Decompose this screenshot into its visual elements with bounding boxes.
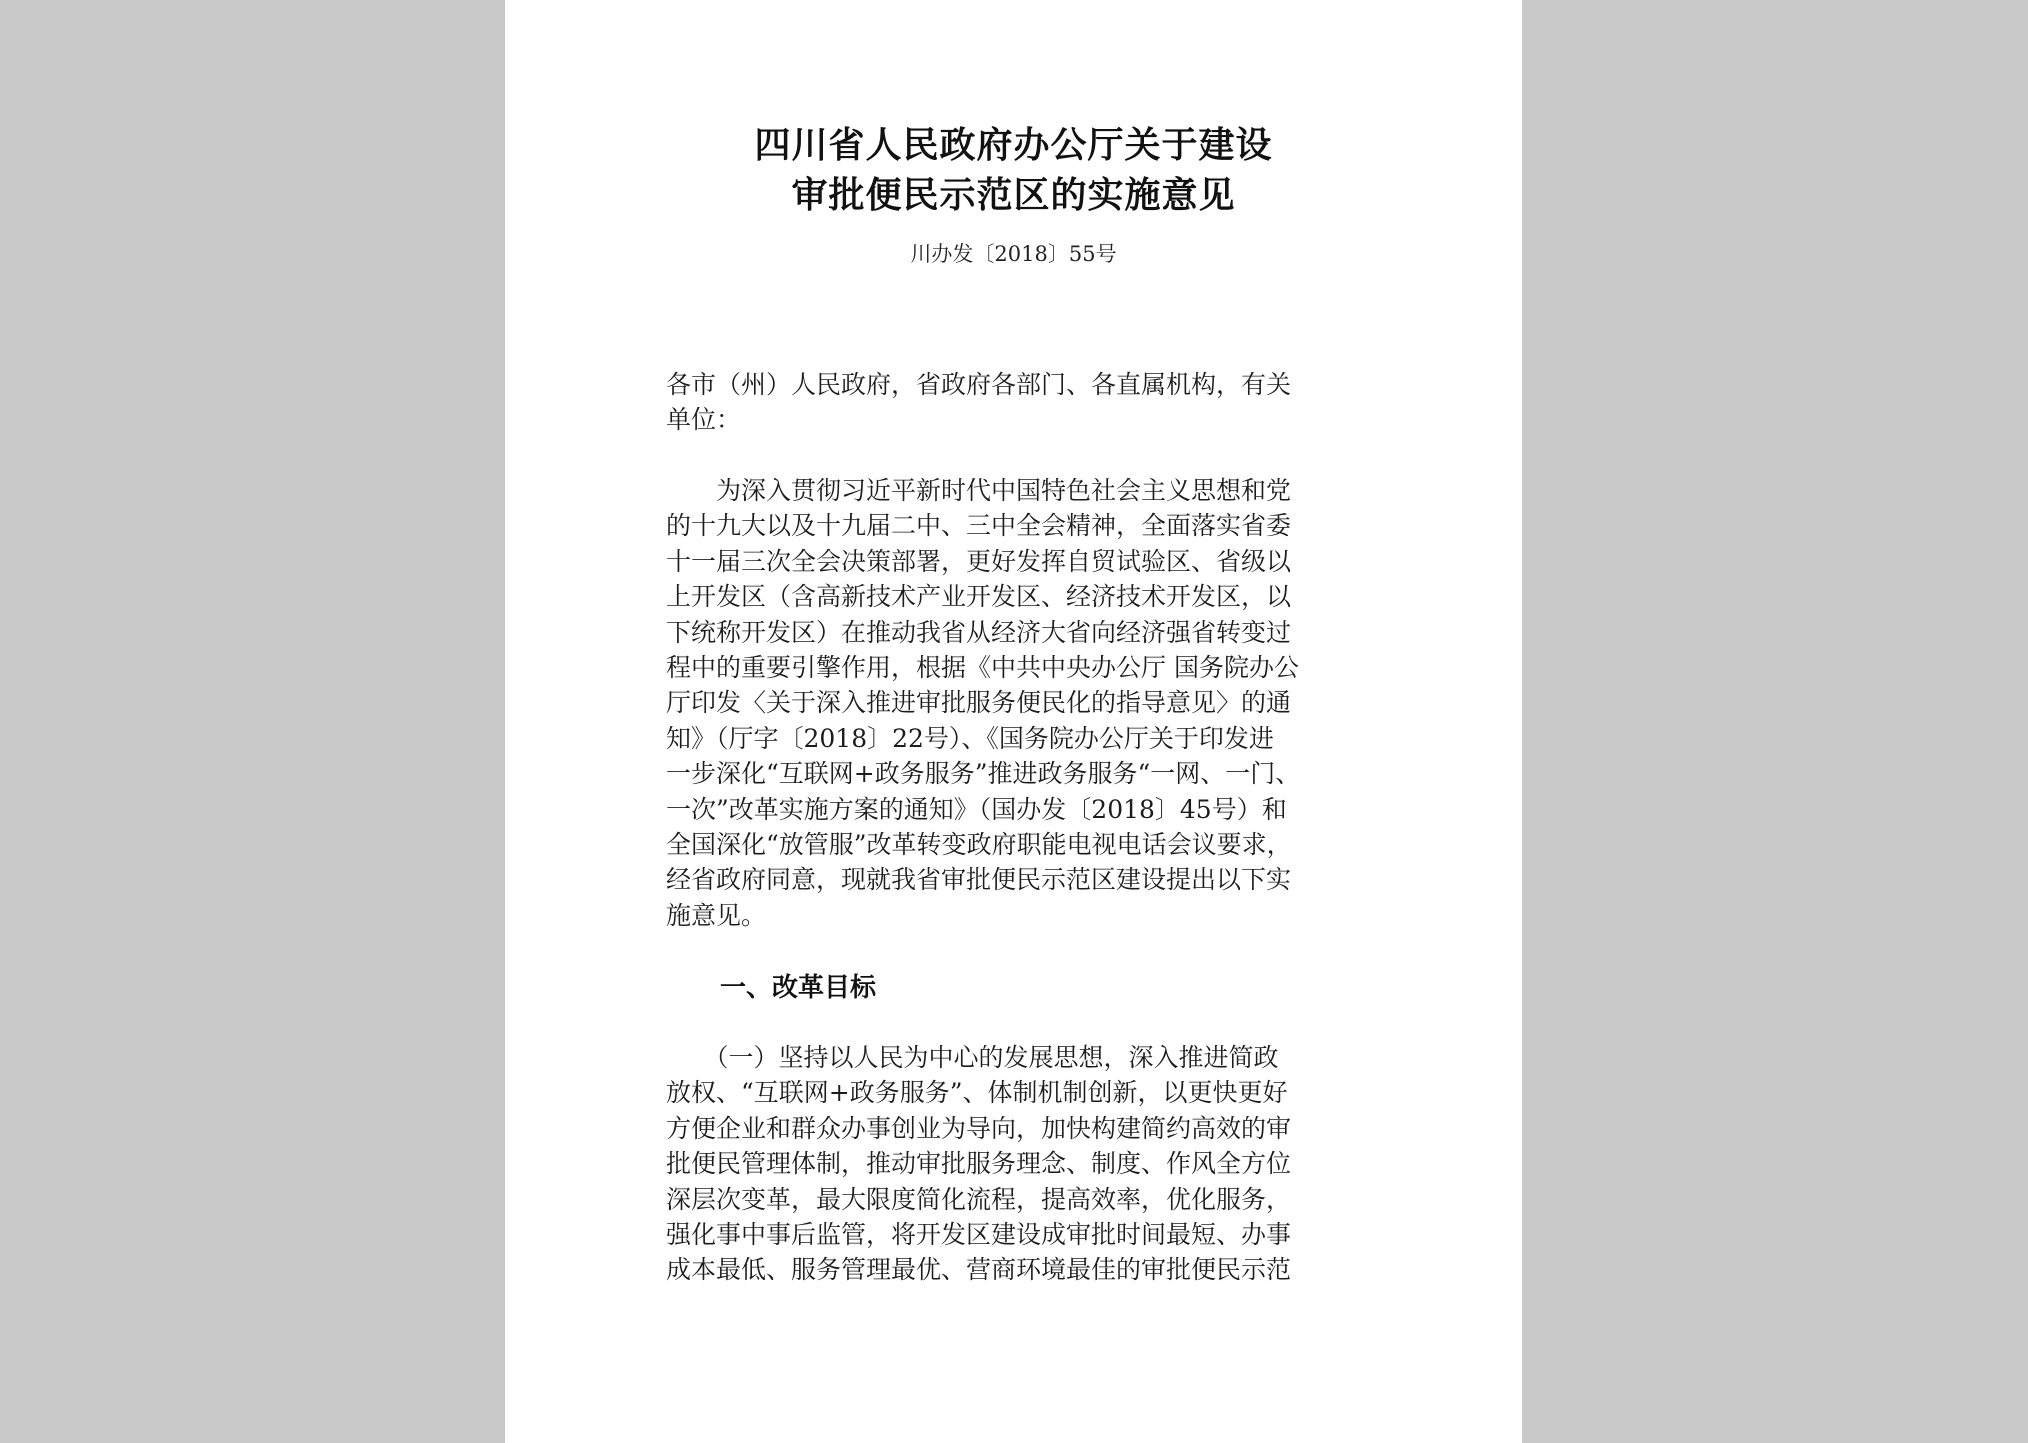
paragraph-line: 一步深化“互联网+政务服务”推进政务服务“一网、一门、 xyxy=(666,759,1301,789)
addressee-line: 各市（州）人民政府，省政府各部门、各直属机构，有关 xyxy=(666,370,1292,399)
paragraph-line: 下统称开发区）在推动我省从经济大省向经济强省转变过 xyxy=(666,617,1292,647)
paragraph-line: 知》（厅字〔2018〕22号）、《国务院办公厅关于印发进 xyxy=(666,723,1274,753)
section1-paragraph xyxy=(666,1040,1366,1288)
paragraph-line: 全国深化“放管服”改革转变政府职能电视电话会议要求， xyxy=(666,829,1292,859)
paragraph-line: 强化事中事后监管，将开发区建设成审批时间最短、办事 xyxy=(666,1219,1292,1249)
paragraph-line: 一次”改革实施方案的通知》（国办发〔2018〕45号）和 xyxy=(666,794,1287,824)
paragraph-line: 批便民管理体制，推动审批服务理念、制度、作风全方位 xyxy=(666,1149,1292,1179)
paragraph-line: 经省政府同意，现就我省审批便民示范区建设提出以下实 xyxy=(666,865,1292,895)
document-page xyxy=(505,0,1522,1443)
paragraph-line: 厅印发〈关于深入推进审批服务便民化的指导意见〉的通 xyxy=(666,688,1292,718)
paragraph-line: 上开发区（含高新技术产业开发区、经济技术开发区，以 xyxy=(666,582,1292,612)
paragraph-line: 成本最低、服务管理最优、营商环境最佳的审批便民示范 xyxy=(666,1255,1292,1285)
intro-paragraph xyxy=(666,473,1366,933)
document-title-line-2: 审批便民示范区的实施意见 xyxy=(791,175,1236,216)
addressee-block xyxy=(666,367,1366,438)
addressee-line: 单位： xyxy=(666,405,742,435)
section-heading: 一、改革目标 xyxy=(720,973,877,1003)
document-number: 川办发〔2018〕55号 xyxy=(910,242,1117,266)
paragraph-line: 深层次变革，最大限度简化流程，提高效率，优化服务， xyxy=(666,1184,1292,1214)
paragraph-line: 方便企业和群众办事创业为导向，加快构建简约高效的审 xyxy=(666,1113,1292,1143)
paragraph-line: 施意见。 xyxy=(666,900,767,930)
paragraph-line: 为深入贯彻习近平新时代中国特色社会主义思想和党 xyxy=(666,476,1292,505)
document-title-line-1: 四川省人民政府办公厅关于建设 xyxy=(754,125,1273,166)
paragraph-line: 放权、“互联网+政务服务”、体制机制创新，以更快更好 xyxy=(666,1078,1288,1108)
paragraph-line: （一）坚持以人民为中心的发展思想，深入推进简政 xyxy=(666,1043,1279,1072)
paragraph-line: 程中的重要引擎作用，根据《中共中央办公厅 国务院办公 xyxy=(666,652,1299,682)
paragraph-line: 十一届三次全会决策部署，更好发挥自贸试验区、省级以 xyxy=(666,546,1292,576)
paragraph-line: 的十九大以及十九届二中、三中全会精神，全面落实省委 xyxy=(666,511,1292,541)
